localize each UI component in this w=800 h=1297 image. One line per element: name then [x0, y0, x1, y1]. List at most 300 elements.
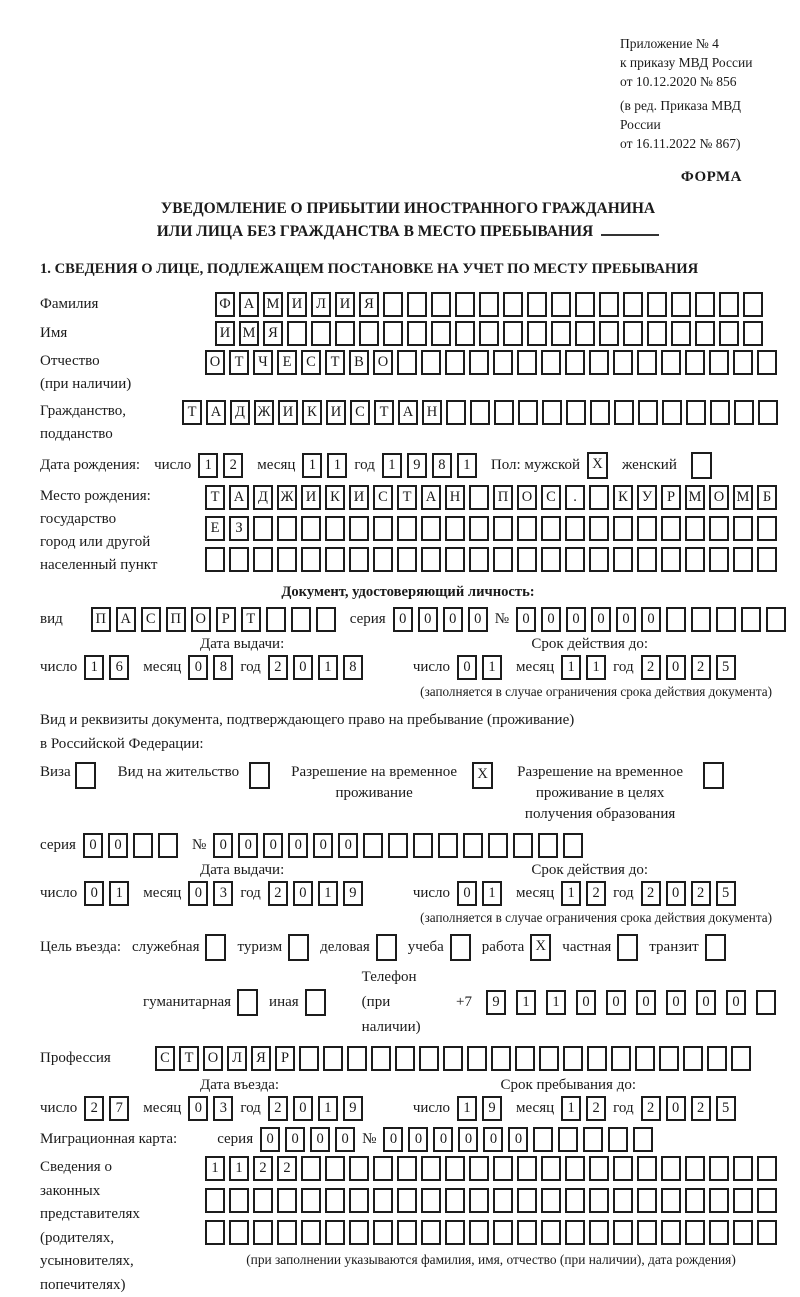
char-box — [253, 1188, 273, 1213]
char-box: С — [155, 1046, 175, 1071]
char-box — [493, 1156, 513, 1181]
char-box — [445, 547, 465, 572]
char-box — [349, 1220, 369, 1245]
char-box — [741, 607, 761, 632]
mc-series-cells — [260, 1127, 355, 1152]
char-box — [301, 1156, 321, 1181]
char-box — [757, 350, 777, 375]
surname-cells — [215, 292, 763, 317]
checkbox-label: иная — [269, 994, 299, 1010]
char-box — [661, 1220, 681, 1245]
checkbox — [205, 934, 226, 961]
char-box — [347, 1046, 367, 1071]
char-box: 0 — [606, 990, 626, 1015]
char-box: 0 — [188, 881, 208, 906]
char-box — [421, 516, 441, 541]
char-box: М — [733, 485, 753, 510]
identity-doc-date-headers — [40, 636, 776, 653]
char-box: 0 — [335, 1127, 355, 1152]
char-box — [421, 1188, 441, 1213]
char-box — [633, 1127, 653, 1152]
issue-date-header: Дата выдачи: — [200, 636, 285, 652]
char-box — [757, 1188, 777, 1213]
char-box — [488, 833, 508, 858]
char-box — [563, 833, 583, 858]
char-box: 8 — [343, 655, 363, 680]
char-box: 1 — [546, 990, 566, 1015]
char-box — [359, 321, 379, 346]
year-label: год — [240, 1100, 261, 1116]
purpose-options-1 — [121, 934, 726, 961]
char-box: 1 — [561, 1096, 581, 1121]
char-box: Т — [229, 350, 249, 375]
char-box: 5 — [716, 1096, 736, 1121]
char-box — [229, 1220, 249, 1245]
char-box: 8 — [213, 655, 233, 680]
doc-kind-cells — [91, 607, 336, 632]
char-box: А — [398, 400, 418, 425]
char-box: П — [493, 485, 513, 510]
char-box: 9 — [343, 1096, 363, 1121]
char-box — [614, 400, 634, 425]
char-box — [685, 516, 705, 541]
char-box — [575, 292, 595, 317]
char-box — [613, 1188, 633, 1213]
char-box — [469, 1156, 489, 1181]
char-box — [517, 350, 537, 375]
char-box: 0 — [213, 833, 233, 858]
sex-female-label: женский — [622, 457, 677, 473]
char-box: 1 — [109, 881, 129, 906]
char-box — [733, 547, 753, 572]
profession-cells — [155, 1046, 751, 1071]
char-box — [325, 1156, 345, 1181]
char-box — [589, 1220, 609, 1245]
char-box — [757, 1220, 777, 1245]
year-label: год — [240, 659, 261, 675]
char-box: 7 — [109, 1096, 129, 1121]
char-box: 1 — [382, 453, 402, 478]
char-box: Н — [445, 485, 465, 510]
char-box — [734, 400, 754, 425]
char-box — [709, 1156, 729, 1181]
char-box — [517, 1188, 537, 1213]
char-box — [493, 516, 513, 541]
char-box: А — [239, 292, 259, 317]
sex-male-label: Пол: мужской — [490, 457, 581, 473]
char-box: С — [141, 607, 161, 632]
char-box — [431, 321, 451, 346]
char-box — [635, 1046, 655, 1071]
char-box: Л — [311, 292, 331, 317]
char-box — [638, 400, 658, 425]
char-box: С — [301, 350, 321, 375]
char-box — [373, 1156, 393, 1181]
char-box: 0 — [458, 1127, 478, 1152]
char-box — [438, 833, 458, 858]
edition-line: от 16.11.2022 № 867) — [620, 136, 741, 151]
temp-residence-permit-checkbox: X — [472, 762, 493, 789]
char-box: 1 — [561, 881, 581, 906]
char-box — [647, 292, 667, 317]
char-box — [743, 292, 763, 317]
month-label: месяц — [516, 659, 555, 675]
char-box — [710, 400, 730, 425]
char-box — [373, 516, 393, 541]
char-box: 0 — [616, 607, 636, 632]
char-box: Т — [182, 400, 202, 425]
char-box: 1 — [205, 1156, 225, 1181]
validity-note: (заполняется в случае ограничения срока действия документа) — [420, 910, 772, 925]
char-box: 0 — [576, 990, 596, 1015]
edition-line: (в ред. Приказа МВД России — [620, 98, 741, 132]
permit-number-cells — [213, 833, 583, 858]
year-label: год — [240, 885, 261, 901]
birthplace-row3 — [205, 547, 777, 572]
char-box — [709, 516, 729, 541]
char-box: Ф — [215, 292, 235, 317]
char-box — [661, 1188, 681, 1213]
char-box — [637, 1188, 657, 1213]
checkbox — [617, 934, 638, 961]
char-box — [517, 516, 537, 541]
char-box — [253, 547, 273, 572]
char-box: 0 — [288, 833, 308, 858]
year-label: год — [613, 659, 634, 675]
checkbox — [450, 934, 471, 961]
char-box — [383, 292, 403, 317]
checkbox — [288, 934, 309, 961]
char-box — [685, 350, 705, 375]
checkbox-label: частная — [562, 939, 612, 955]
char-box — [266, 607, 286, 632]
char-box — [349, 547, 369, 572]
char-box: 1 — [84, 655, 104, 680]
char-box — [469, 350, 489, 375]
birthplace-row2 — [205, 516, 777, 541]
char-box — [565, 516, 585, 541]
char-box: Е — [277, 350, 297, 375]
char-box — [325, 547, 345, 572]
char-box: И — [335, 292, 355, 317]
char-box: 1 — [561, 655, 581, 680]
char-box: Е — [205, 516, 225, 541]
section-1-heading: 1. СВЕДЕНИЯ О ЛИЦЕ, ПОДЛЕЖАЩЕМ ПОСТАНОВКЕ НА УЧЕТ ПО МЕСТУ ПРЕБЫВАНИЯ — [40, 261, 699, 277]
char-box: 1 — [327, 453, 347, 478]
representatives-row1 — [205, 1156, 777, 1181]
char-box — [325, 516, 345, 541]
doc-number-label: № — [494, 611, 509, 627]
name-label: Имя — [40, 325, 68, 341]
char-box — [421, 1220, 441, 1245]
char-box: Т — [179, 1046, 199, 1071]
char-box — [301, 1188, 321, 1213]
char-box: 2 — [223, 453, 243, 478]
char-box: 1 — [482, 655, 502, 680]
checkbox-label: учеба — [407, 939, 444, 955]
char-box — [301, 547, 321, 572]
char-box — [709, 350, 729, 375]
char-box: 0 — [338, 833, 358, 858]
char-box: Л — [227, 1046, 247, 1071]
permit-issue-year-cells — [268, 881, 363, 906]
year-label: год — [354, 457, 375, 473]
identity-doc-dates-row — [40, 655, 776, 680]
patronymic-label: Отчество (при наличии) — [40, 353, 132, 392]
char-box — [758, 400, 778, 425]
citizenship-label: Гражданство, подданство — [40, 403, 127, 442]
char-box: 0 — [433, 1127, 453, 1152]
char-box — [659, 1046, 679, 1071]
char-box: Д — [230, 400, 250, 425]
char-box: К — [325, 485, 345, 510]
char-box — [527, 292, 547, 317]
char-box — [613, 547, 633, 572]
char-box: Б — [757, 485, 777, 510]
birth-year-cells — [382, 453, 477, 478]
phone-label: Телефон (при наличии) — [361, 969, 421, 1035]
char-box: А — [229, 485, 249, 510]
char-box — [683, 1046, 703, 1071]
char-box — [335, 321, 355, 346]
document-title — [40, 198, 776, 243]
char-box: 0 — [591, 607, 611, 632]
year-label: год — [613, 1100, 634, 1116]
char-box — [469, 516, 489, 541]
visit-purpose-row-1 — [40, 934, 776, 961]
residence-permit-checkbox — [249, 762, 270, 789]
char-box — [623, 292, 643, 317]
char-box — [566, 400, 586, 425]
char-box: О — [709, 485, 729, 510]
char-box: Т — [397, 485, 417, 510]
issue-date-header: Дата выдачи: — [200, 862, 285, 878]
char-box: 2 — [253, 1156, 273, 1181]
char-box — [229, 1188, 249, 1213]
char-box: Т — [325, 350, 345, 375]
char-box — [661, 516, 681, 541]
char-box: 2 — [691, 881, 711, 906]
year-label: год — [613, 885, 634, 901]
patronymic-cells — [205, 350, 777, 375]
char-box — [445, 350, 465, 375]
char-box — [349, 1156, 369, 1181]
char-box — [661, 547, 681, 572]
char-box — [565, 1220, 585, 1245]
char-box: 0 — [641, 607, 661, 632]
issue-month-cells — [188, 655, 233, 680]
char-box: 0 — [293, 881, 313, 906]
char-box: О — [517, 485, 537, 510]
title-line-2: ИЛИ ЛИЦА БЕЗ ГРАЖДАНСТВА В МЕСТО ПРЕБЫВАНИЯ — [40, 220, 776, 243]
char-box — [613, 350, 633, 375]
char-box — [565, 1188, 585, 1213]
char-box — [565, 1156, 585, 1181]
char-box: 1 — [586, 655, 606, 680]
char-box: 1 — [302, 453, 322, 478]
char-box: 0 — [310, 1127, 330, 1152]
char-box: И — [349, 485, 369, 510]
char-box: 1 — [457, 1096, 477, 1121]
char-box — [541, 1188, 561, 1213]
char-box: 2 — [641, 655, 661, 680]
char-box — [371, 1046, 391, 1071]
char-box — [349, 1188, 369, 1213]
char-box: 0 — [83, 833, 103, 858]
representatives-row3 — [205, 1220, 777, 1245]
char-box — [479, 321, 499, 346]
char-box: 0 — [516, 607, 536, 632]
char-box: 2 — [641, 1096, 661, 1121]
char-box — [527, 321, 547, 346]
residence-doc-intro-2: в Российской Федерации: — [40, 736, 204, 752]
char-box — [590, 400, 610, 425]
char-box: 0 — [666, 655, 686, 680]
char-box: М — [263, 292, 283, 317]
char-box: 9 — [343, 881, 363, 906]
stay-month-cells — [561, 1096, 606, 1121]
char-box: О — [205, 350, 225, 375]
surname-row — [40, 292, 776, 317]
char-box — [766, 607, 786, 632]
char-box: 0 — [457, 881, 477, 906]
citizenship-cells — [182, 400, 778, 425]
permit-issue-month-cells — [188, 881, 233, 906]
char-box — [443, 1046, 463, 1071]
char-box — [613, 1156, 633, 1181]
char-box — [517, 1156, 537, 1181]
char-box — [503, 292, 523, 317]
entry-year-cells — [268, 1096, 363, 1121]
char-box — [479, 292, 499, 317]
char-box — [158, 833, 178, 858]
char-box — [397, 350, 417, 375]
char-box: Я — [263, 321, 283, 346]
birthplace-row1 — [205, 485, 777, 510]
visa-checkbox — [75, 762, 96, 789]
char-box: 0 — [726, 990, 746, 1015]
char-box — [445, 1188, 465, 1213]
char-box — [373, 547, 393, 572]
char-box — [133, 833, 153, 858]
edu-residence-permit-label: Разрешение на временное проживание в целях получения образования — [517, 764, 684, 822]
char-box: 1 — [318, 655, 338, 680]
char-box: 0 — [383, 1127, 403, 1152]
identity-doc-heading: Документ, удостоверяющий личность: — [281, 584, 535, 600]
checkbox — [376, 934, 397, 961]
char-box — [613, 1220, 633, 1245]
char-box — [757, 516, 777, 541]
char-box — [493, 547, 513, 572]
permit-valid-year-cells — [641, 881, 736, 906]
char-box — [407, 321, 427, 346]
char-box — [539, 1046, 559, 1071]
char-box — [503, 321, 523, 346]
char-box: 0 — [293, 655, 313, 680]
char-box — [253, 1220, 273, 1245]
char-box — [709, 1220, 729, 1245]
char-box: 0 — [666, 881, 686, 906]
char-box — [661, 350, 681, 375]
char-box — [691, 607, 711, 632]
char-box — [733, 516, 753, 541]
residence-doc-series-row — [40, 833, 776, 858]
appendix-line: к приказу МВД России — [620, 55, 753, 70]
char-box: 2 — [586, 881, 606, 906]
char-box — [685, 1156, 705, 1181]
citizenship-row — [40, 400, 776, 446]
char-box: 0 — [188, 1096, 208, 1121]
char-box — [719, 321, 739, 346]
char-box — [662, 400, 682, 425]
char-box: 0 — [443, 607, 463, 632]
char-box — [491, 1046, 511, 1071]
char-box: 0 — [260, 1127, 280, 1152]
char-box: О — [191, 607, 211, 632]
appendix-line: Приложение № 4 — [620, 36, 719, 51]
stay-until-header: Срок пребывания до: — [500, 1077, 636, 1093]
phone-prefix: +7 — [456, 994, 472, 1010]
char-box — [695, 292, 715, 317]
residence-doc-dates-row — [40, 881, 776, 906]
char-box: 2 — [691, 655, 711, 680]
char-box — [287, 321, 307, 346]
char-box: 0 — [468, 607, 488, 632]
char-box — [469, 1220, 489, 1245]
char-box: И — [215, 321, 235, 346]
char-box: 0 — [696, 990, 716, 1015]
entry-month-cells — [188, 1096, 233, 1121]
char-box — [445, 1156, 465, 1181]
char-box — [733, 1220, 753, 1245]
char-box — [637, 516, 657, 541]
entry-date-headers — [40, 1077, 776, 1094]
char-box: 6 — [109, 655, 129, 680]
char-box — [608, 1127, 628, 1152]
birthdate-row — [40, 452, 776, 479]
char-box: 5 — [716, 655, 736, 680]
char-box — [517, 1220, 537, 1245]
sex-female-checkbox — [691, 452, 712, 479]
issue-day-cells — [84, 655, 129, 680]
char-box: 2 — [268, 881, 288, 906]
char-box — [419, 1046, 439, 1071]
char-box: Т — [205, 485, 225, 510]
char-box: 0 — [508, 1127, 528, 1152]
day-label: число — [40, 885, 78, 901]
char-box — [494, 400, 514, 425]
char-box: Д — [253, 485, 273, 510]
char-box — [383, 321, 403, 346]
residence-doc-date-headers — [40, 862, 776, 879]
char-box: С — [373, 485, 393, 510]
char-box — [551, 292, 571, 317]
representatives-block — [40, 1156, 776, 1297]
permit-valid-month-cells — [561, 881, 606, 906]
name-cells — [215, 321, 763, 346]
representatives-label: Сведения о законных представителях (родителях, усыновителях, попечителях) — [40, 1159, 140, 1293]
char-box: М — [239, 321, 259, 346]
char-box — [733, 1156, 753, 1181]
char-box — [623, 321, 643, 346]
char-box: 3 — [213, 1096, 233, 1121]
checkbox — [705, 934, 726, 961]
identity-doc-kind-row — [40, 607, 776, 632]
char-box — [589, 547, 609, 572]
permit-series-label: серия — [40, 837, 76, 853]
char-box: 0 — [285, 1127, 305, 1152]
char-box — [541, 350, 561, 375]
